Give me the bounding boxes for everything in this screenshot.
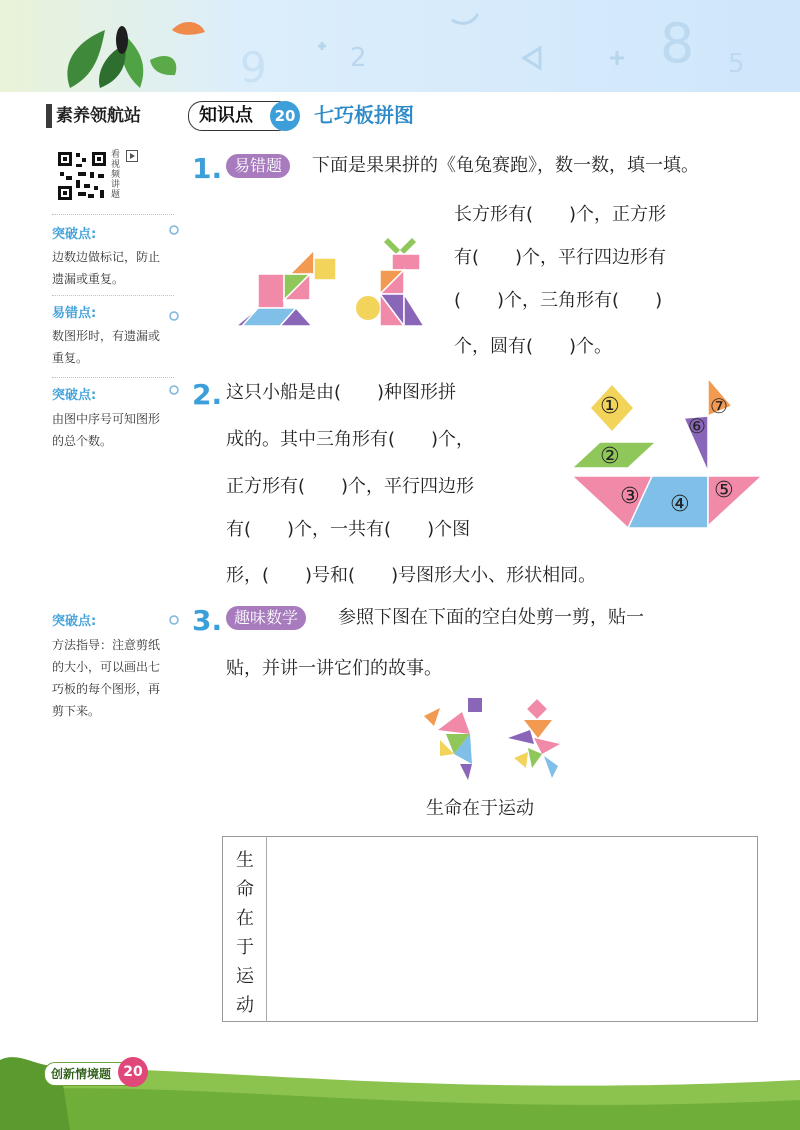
sidebar-divider [52, 214, 174, 215]
q1-line-4: 个，圆有( )个。 [454, 336, 613, 357]
boat-label-2: ② [600, 444, 620, 469]
q2-line-2: 成的。其中三角形有( )个， [226, 429, 475, 450]
boat-label-3: ③ [620, 484, 640, 509]
qr-caption: 看视频讲题 [111, 150, 121, 200]
figure-caption: 生命在于运动 [426, 798, 534, 819]
footer-tag: 创新情境题 [44, 1062, 138, 1086]
header-decoration [0, 0, 800, 92]
note-2-text: 数图形时，有遗漏或重复。 [52, 329, 161, 365]
svg-text:8: 8 [660, 12, 695, 75]
svg-text:5: 5 [728, 49, 745, 79]
svg-text:9: 9 [240, 43, 267, 92]
cut-box-char: 在 [236, 908, 254, 929]
exercise-figures [410, 694, 570, 784]
q1-line-2: 有( )个，平行四边形有 [454, 247, 667, 268]
note-4-text: 方法指导：注意剪纸的大小，可以画出七巧板的每个图形，再剪下来。 [52, 638, 161, 718]
q2-line-1: 这只小船是由( )种图形拼 [226, 382, 457, 403]
section-label: 素养领航站 [56, 106, 141, 126]
cut-paste-area[interactable] [222, 836, 758, 1022]
note-1-heading: 突破点: [52, 227, 97, 242]
note-1-text: 边数边做标记，防止遗漏或重复。 [52, 250, 161, 286]
note-3-heading: 突破点: [52, 388, 97, 403]
cut-box-divider [266, 836, 267, 1022]
boat-label-6: ⑥ [688, 414, 706, 438]
cut-box-char: 动 [236, 995, 254, 1016]
q3-number: 3. [192, 604, 223, 637]
qr-code-icon[interactable] [56, 150, 108, 202]
q2-number: 2. [192, 378, 223, 411]
q2-line-5: 形，( )号和( )号图形大小、形状相同。 [226, 565, 597, 586]
boat-label-1: ① [600, 394, 620, 419]
boat-label-7: ⑦ [710, 394, 728, 418]
q1-line-3: ( )个，三角形有( ) [454, 290, 663, 311]
q3-tag: 趣味数学 [226, 606, 306, 630]
section-stripe [46, 104, 52, 128]
q2-line-4: 有( )个，一共有( )个图 [226, 519, 471, 540]
cut-box-char: 运 [236, 966, 254, 987]
tortoise-hare-figure [228, 228, 438, 330]
boat-label-5: ⑤ [714, 478, 734, 503]
q1-number: 1. [192, 152, 223, 185]
q3-line-1: 参照下图在下面的空白处剪一剪，贴一 [338, 607, 644, 628]
boat-label-4: ④ [670, 492, 690, 517]
cut-box-label [232, 846, 258, 1020]
knob-icon [168, 218, 180, 638]
knowledge-point-label: 知识点 [188, 101, 292, 131]
svg-text:2: 2 [350, 43, 367, 73]
cut-box-char: 命 [236, 879, 254, 900]
q2-line-3: 正方形有( )个，平行四边形 [226, 476, 475, 497]
sidebar-divider [52, 377, 174, 378]
topic-title: 七巧板拼图 [314, 103, 414, 127]
page-number: 20 [118, 1057, 148, 1087]
sidebar-divider [52, 295, 174, 296]
q1-tag: 易错题 [226, 154, 290, 178]
q1-stem: 下面是果果拼的《龟兔赛跑》，数一数，填一填。 [312, 155, 699, 176]
cut-box-char: 生 [236, 850, 254, 871]
knowledge-point-number: 20 [270, 101, 300, 131]
cut-box-char: 于 [236, 937, 254, 958]
leaf-decoration-icon [67, 22, 205, 88]
q3-line-2: 贴，并讲一讲它们的故事。 [226, 658, 442, 679]
note-3-text: 由图中序号可知图形的总个数。 [52, 412, 161, 448]
note-2-heading: 易错点: [52, 306, 97, 321]
play-icon [126, 150, 138, 162]
q1-line-1: 长方形有( )个，正方形 [454, 204, 667, 225]
note-4-heading: 突破点: [52, 614, 97, 629]
